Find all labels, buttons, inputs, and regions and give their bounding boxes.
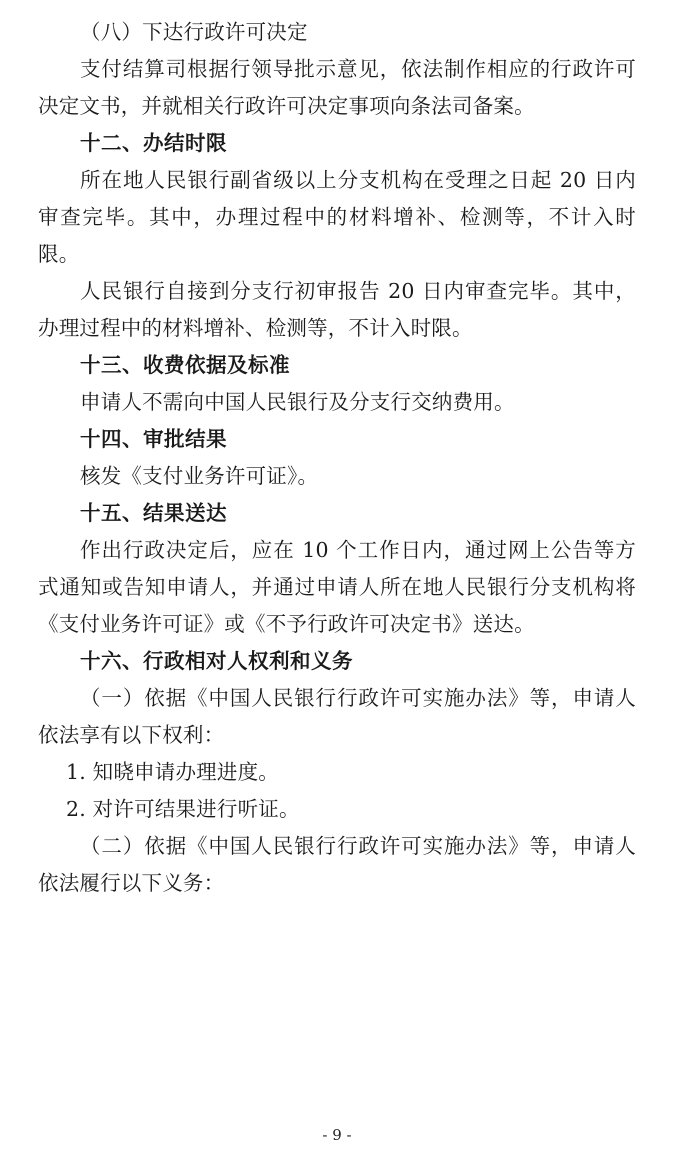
paragraph: 人民银行自接到分支行初审报告 20 日内审查完毕。其中，办理过程中的材料增补、检测等，不计入时限。	[38, 279, 636, 340]
paragraph: 作出行政决定后，应在 10 个工作日内，通过网上公告等方式通知或告知申请人，并通过申请人所在地人民银行分支机构将《支付业务许可证》或《不予行政许可决定书》送达。	[38, 538, 636, 636]
section-heading: 十六、行政相对人权利和义务	[80, 649, 353, 673]
paragraph: 核发《支付业务许可证》。	[80, 464, 319, 488]
section-heading: 十二、办结时限	[80, 131, 227, 155]
paragraph: 申请人不需向中国人民银行及分支行交纳费用。	[80, 390, 515, 414]
paragraph: 所在地人民银行副省级以上分支机构在受理之日起 20 日内审查完毕。其中，办理过程中的材料增补、检测等，不计入时限。	[38, 168, 636, 266]
paragraph: 支付结算司根据行领导批示意见，依法制作相应的行政许可决定文书，并就相关行政许可决定事项向条法司备案。	[38, 57, 636, 118]
paragraph: （二）依据《中国人民银行行政许可实施办法》等，申请人依法履行以下义务：	[38, 834, 636, 895]
list-item: 2. 对许可结果进行听证。	[66, 797, 300, 821]
list-item: 1. 知晓申请办理进度。	[66, 760, 279, 784]
paragraph: （八）下达行政许可决定	[80, 20, 308, 44]
section-heading: 十三、收费依据及标准	[80, 353, 290, 377]
section-heading: 十四、审批结果	[80, 427, 227, 451]
section-heading: 十五、结果送达	[80, 501, 227, 525]
document-body	[38, 14, 636, 902]
paragraph: （一）依据《中国人民银行行政许可实施办法》等，申请人依法享有以下权利：	[38, 686, 636, 747]
page-number: - 9 -	[322, 1126, 352, 1144]
